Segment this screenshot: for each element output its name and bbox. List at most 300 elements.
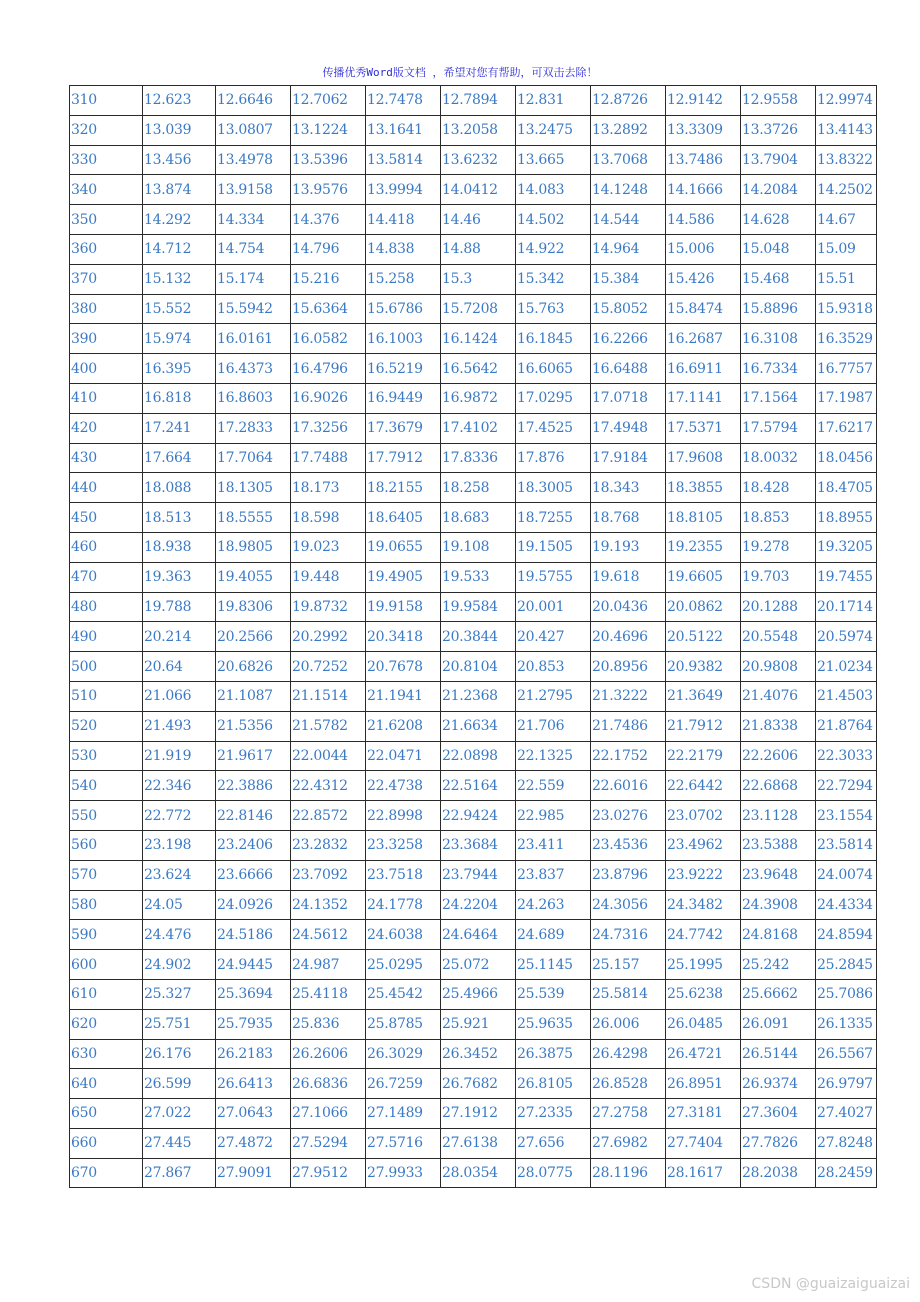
table-row: [70, 86, 877, 116]
table-cell: 28.0775: [516, 1158, 591, 1188]
table-cell: 24.476: [143, 920, 216, 950]
table-cell: 24.5186: [216, 920, 291, 950]
table-cell: 26.8105: [516, 1069, 591, 1099]
table-cell: 17.5371: [666, 413, 741, 443]
table-cell: 20.9382: [666, 652, 741, 682]
table-cell: 18.9805: [216, 532, 291, 562]
table-cell: 13.3309: [666, 115, 741, 145]
table-row: [70, 1009, 877, 1039]
table-cell: 21.1087: [216, 681, 291, 711]
table-cell: 20.64: [143, 652, 216, 682]
table-cell: 21.2368: [441, 681, 516, 711]
table-cell: 22.0044: [291, 741, 366, 771]
table-cell: 23.8796: [591, 860, 666, 890]
table-cell: 21.8764: [816, 711, 877, 741]
table-cell: 15.6786: [366, 294, 441, 324]
table-cell: 16.9449: [366, 383, 441, 413]
row-label-cell: 380: [70, 294, 143, 324]
table-cell: 20.5548: [741, 622, 816, 652]
table-cell: 24.8168: [741, 920, 816, 950]
table-row: [70, 473, 877, 503]
table-cell: 27.3604: [741, 1099, 816, 1129]
table-cell: 14.334: [216, 205, 291, 235]
table-cell: 24.263: [516, 890, 591, 920]
table-cell: 14.796: [291, 234, 366, 264]
table-row: [70, 1128, 877, 1158]
table-row: [70, 681, 877, 711]
row-label-cell: 530: [70, 741, 143, 771]
table-cell: 19.9584: [441, 592, 516, 622]
row-label-cell: 580: [70, 890, 143, 920]
table-row: [70, 264, 877, 294]
table-body: [70, 86, 877, 1188]
table-cell: 25.8785: [366, 1009, 441, 1039]
table-cell: 13.9576: [291, 175, 366, 205]
table-cell: 25.2845: [816, 950, 877, 980]
table-cell: 22.346: [143, 771, 216, 801]
table-cell: 27.9091: [216, 1158, 291, 1188]
table-cell: 25.6238: [666, 979, 741, 1009]
table-cell: 25.327: [143, 979, 216, 1009]
table-cell: 22.4738: [366, 771, 441, 801]
table-cell: 20.2992: [291, 622, 366, 652]
row-label-cell: 480: [70, 592, 143, 622]
table-cell: 22.7294: [816, 771, 877, 801]
table-cell: 24.05: [143, 890, 216, 920]
watermark: CSDN @guaizaiguaizai: [751, 1276, 910, 1292]
table-cell: 18.6405: [366, 503, 441, 533]
table-cell: 20.7252: [291, 652, 366, 682]
table-cell: 24.8594: [816, 920, 877, 950]
table-cell: 25.4966: [441, 979, 516, 1009]
table-row: [70, 503, 877, 533]
row-label-cell: 610: [70, 979, 143, 1009]
table-cell: 27.2758: [591, 1099, 666, 1129]
table-cell: 15.258: [366, 264, 441, 294]
row-label-cell: 390: [70, 324, 143, 354]
table-cell: 21.6208: [366, 711, 441, 741]
table-cell: 13.1224: [291, 115, 366, 145]
row-label-cell: 640: [70, 1069, 143, 1099]
table-cell: 25.5814: [591, 979, 666, 1009]
table-cell: 26.3452: [441, 1039, 516, 1069]
table-row: [70, 205, 877, 235]
table-cell: 25.6662: [741, 979, 816, 1009]
row-label-cell: 340: [70, 175, 143, 205]
table-cell: 21.7912: [666, 711, 741, 741]
table-cell: 19.448: [291, 562, 366, 592]
table-cell: 24.987: [291, 950, 366, 980]
row-label-cell: 570: [70, 860, 143, 890]
table-cell: 18.853: [741, 503, 816, 533]
table-cell: 16.8603: [216, 383, 291, 413]
table-cell: 22.8146: [216, 801, 291, 831]
table-cell: 14.2084: [741, 175, 816, 205]
table-cell: 21.5782: [291, 711, 366, 741]
row-label-cell: 440: [70, 473, 143, 503]
table-cell: 18.088: [143, 473, 216, 503]
table-cell: 23.9222: [666, 860, 741, 890]
table-cell: 17.3256: [291, 413, 366, 443]
table-cell: 21.919: [143, 741, 216, 771]
table-cell: 15.132: [143, 264, 216, 294]
page-header: 传播优秀Word版文档 ，希望对您有帮助，可双击去除！: [322, 66, 598, 79]
table-row: [70, 145, 877, 175]
table-cell: 25.0295: [366, 950, 441, 980]
table-cell: 19.533: [441, 562, 516, 592]
table-cell: 15.8896: [741, 294, 816, 324]
table-cell: 27.6982: [591, 1128, 666, 1158]
table-cell: 12.7062: [291, 86, 366, 116]
table-cell: 13.7486: [666, 145, 741, 175]
table-cell: 15.51: [816, 264, 877, 294]
table-cell: 24.5612: [291, 920, 366, 950]
table-cell: 25.1145: [516, 950, 591, 980]
table-cell: 13.039: [143, 115, 216, 145]
table-cell: 21.5356: [216, 711, 291, 741]
table-cell: 26.599: [143, 1069, 216, 1099]
row-label-cell: 310: [70, 86, 143, 116]
table-cell: 20.1288: [741, 592, 816, 622]
table-cell: 22.8572: [291, 801, 366, 831]
table-cell: 17.0718: [591, 383, 666, 413]
row-label-cell: 510: [70, 681, 143, 711]
table-cell: 26.091: [741, 1009, 816, 1039]
table-cell: 27.9933: [366, 1158, 441, 1188]
table-cell: 28.2459: [816, 1158, 877, 1188]
table-cell: 18.768: [591, 503, 666, 533]
table-cell: 24.3908: [741, 890, 816, 920]
row-label-cell: 470: [70, 562, 143, 592]
table-cell: 17.8336: [441, 443, 516, 473]
table-cell: 16.1845: [516, 324, 591, 354]
table-cell: 25.3694: [216, 979, 291, 1009]
table-cell: 26.0485: [666, 1009, 741, 1039]
table-cell: 13.665: [516, 145, 591, 175]
table-cell: 24.0074: [816, 860, 877, 890]
table-row: [70, 413, 877, 443]
table-cell: 21.7486: [591, 711, 666, 741]
table-cell: 25.1995: [666, 950, 741, 980]
table-cell: 21.3649: [666, 681, 741, 711]
table-row: [70, 532, 877, 562]
table-cell: 25.7086: [816, 979, 877, 1009]
table-cell: 19.618: [591, 562, 666, 592]
table-cell: 13.874: [143, 175, 216, 205]
table-cell: 16.6065: [516, 354, 591, 384]
table-cell: 15.5942: [216, 294, 291, 324]
table-cell: 19.3205: [816, 532, 877, 562]
table-row: [70, 592, 877, 622]
table-cell: 28.1617: [666, 1158, 741, 1188]
table-cell: 16.1003: [366, 324, 441, 354]
table-cell: 12.7894: [441, 86, 516, 116]
table-cell: 26.8528: [591, 1069, 666, 1099]
table-cell: 24.7742: [666, 920, 741, 950]
table-cell: 24.3482: [666, 890, 741, 920]
row-label-cell: 490: [70, 622, 143, 652]
table-cell: 20.6826: [216, 652, 291, 682]
table-cell: 18.7255: [516, 503, 591, 533]
table-cell: 15.09: [816, 234, 877, 264]
table-cell: 23.7092: [291, 860, 366, 890]
table-cell: 20.4696: [591, 622, 666, 652]
table-row: [70, 622, 877, 652]
table-cell: 15.468: [741, 264, 816, 294]
table-cell: 21.493: [143, 711, 216, 741]
table-cell: 12.8726: [591, 86, 666, 116]
table-cell: 23.4962: [666, 830, 741, 860]
table-cell: 16.5642: [441, 354, 516, 384]
table-cell: 14.964: [591, 234, 666, 264]
table-cell: 12.9974: [816, 86, 877, 116]
table-cell: 25.921: [441, 1009, 516, 1039]
table-cell: 22.0471: [366, 741, 441, 771]
table-cell: 22.2179: [666, 741, 741, 771]
table-cell: 20.0436: [591, 592, 666, 622]
row-label-cell: 400: [70, 354, 143, 384]
table-cell: 18.0032: [741, 443, 816, 473]
table-cell: 26.006: [591, 1009, 666, 1039]
table-cell: 22.4312: [291, 771, 366, 801]
table-cell: 23.6666: [216, 860, 291, 890]
table-cell: 22.5164: [441, 771, 516, 801]
table-cell: 14.1666: [666, 175, 741, 205]
table-cell: 14.628: [741, 205, 816, 235]
table-cell: 13.5396: [291, 145, 366, 175]
table-cell: 19.6605: [666, 562, 741, 592]
table-cell: 19.8306: [216, 592, 291, 622]
table-cell: 27.3181: [666, 1099, 741, 1129]
table-cell: 15.048: [741, 234, 816, 264]
table-cell: 21.0234: [816, 652, 877, 682]
table-cell: 17.7488: [291, 443, 366, 473]
table-cell: 16.0582: [291, 324, 366, 354]
table-cell: 15.7208: [441, 294, 516, 324]
table-cell: 22.0898: [441, 741, 516, 771]
table-cell: 20.2566: [216, 622, 291, 652]
table-cell: 15.552: [143, 294, 216, 324]
table-cell: 27.7404: [666, 1128, 741, 1158]
row-label-cell: 450: [70, 503, 143, 533]
table-row: [70, 950, 877, 980]
table-cell: 17.3679: [366, 413, 441, 443]
table-cell: 19.2355: [666, 532, 741, 562]
table-cell: 27.8248: [816, 1128, 877, 1158]
table-cell: 18.4705: [816, 473, 877, 503]
table-cell: 28.2038: [741, 1158, 816, 1188]
table-cell: 21.6634: [441, 711, 516, 741]
row-label-cell: 620: [70, 1009, 143, 1039]
table-cell: 17.0295: [516, 383, 591, 413]
table-cell: 18.8105: [666, 503, 741, 533]
table-cell: 23.624: [143, 860, 216, 890]
table-cell: 17.664: [143, 443, 216, 473]
table-row: [70, 234, 877, 264]
table-cell: 22.6442: [666, 771, 741, 801]
table-cell: 27.0643: [216, 1099, 291, 1129]
table-cell: 21.4503: [816, 681, 877, 711]
table-cell: 13.3726: [741, 115, 816, 145]
row-label-cell: 590: [70, 920, 143, 950]
table-cell: 16.395: [143, 354, 216, 384]
table-row: [70, 443, 877, 473]
table-cell: 23.5814: [816, 830, 877, 860]
table-cell: 25.157: [591, 950, 666, 980]
table-cell: 19.7455: [816, 562, 877, 592]
table-cell: 14.544: [591, 205, 666, 235]
table-cell: 12.6646: [216, 86, 291, 116]
row-label-cell: 410: [70, 383, 143, 413]
table-cell: 17.7064: [216, 443, 291, 473]
table-row: [70, 830, 877, 860]
table-cell: 22.2606: [741, 741, 816, 771]
table-cell: 20.0862: [666, 592, 741, 622]
table-cell: 24.0926: [216, 890, 291, 920]
table-cell: 22.6016: [591, 771, 666, 801]
table-cell: 25.751: [143, 1009, 216, 1039]
table-cell: 24.6038: [366, 920, 441, 950]
table-row: [70, 1099, 877, 1129]
table-cell: 14.88: [441, 234, 516, 264]
table-cell: 23.837: [516, 860, 591, 890]
table-cell: 17.4102: [441, 413, 516, 443]
table-cell: 25.836: [291, 1009, 366, 1039]
table-cell: 27.7826: [741, 1128, 816, 1158]
table-cell: 23.2832: [291, 830, 366, 860]
table-row: [70, 562, 877, 592]
table-row: [70, 711, 877, 741]
table-cell: 26.7259: [366, 1069, 441, 1099]
table-cell: 17.1141: [666, 383, 741, 413]
table-cell: 18.3855: [666, 473, 741, 503]
table-cell: 27.1912: [441, 1099, 516, 1129]
table-row: [70, 1158, 877, 1188]
table-cell: 13.4143: [816, 115, 877, 145]
table-cell: 26.176: [143, 1039, 216, 1069]
table-cell: 24.689: [516, 920, 591, 950]
table-cell: 16.3108: [741, 324, 816, 354]
table-cell: 17.1987: [816, 383, 877, 413]
table-cell: 22.3033: [816, 741, 877, 771]
table-cell: 24.6464: [441, 920, 516, 950]
table-cell: 16.2687: [666, 324, 741, 354]
table-cell: 27.1066: [291, 1099, 366, 1129]
table-cell: 12.9142: [666, 86, 741, 116]
table-cell: 13.1641: [366, 115, 441, 145]
table-cell: 14.0412: [441, 175, 516, 205]
table-cell: 23.1128: [741, 801, 816, 831]
table-cell: 14.2502: [816, 175, 877, 205]
table-cell: 14.712: [143, 234, 216, 264]
table-row: [70, 801, 877, 831]
table-cell: 19.108: [441, 532, 516, 562]
table-cell: 19.5755: [516, 562, 591, 592]
table-cell: 23.0276: [591, 801, 666, 831]
table-cell: 18.938: [143, 532, 216, 562]
table-cell: 14.46: [441, 205, 516, 235]
table-cell: 20.8104: [441, 652, 516, 682]
table-cell: 22.3886: [216, 771, 291, 801]
table-row: [70, 860, 877, 890]
table-cell: 19.788: [143, 592, 216, 622]
table-cell: 16.7334: [741, 354, 816, 384]
row-label-cell: 360: [70, 234, 143, 264]
table-cell: 20.1714: [816, 592, 877, 622]
table-cell: 19.8732: [291, 592, 366, 622]
table-cell: 24.902: [143, 950, 216, 980]
table-cell: 18.683: [441, 503, 516, 533]
row-label-cell: 540: [70, 771, 143, 801]
table-cell: 26.9797: [816, 1069, 877, 1099]
row-label-cell: 670: [70, 1158, 143, 1188]
table-cell: 26.6836: [291, 1069, 366, 1099]
table-cell: 15.426: [666, 264, 741, 294]
table-cell: 12.9558: [741, 86, 816, 116]
table-cell: 15.342: [516, 264, 591, 294]
table-cell: 14.922: [516, 234, 591, 264]
table-cell: 26.7682: [441, 1069, 516, 1099]
table-cell: 22.772: [143, 801, 216, 831]
table-cell: 16.2266: [591, 324, 666, 354]
row-label-cell: 660: [70, 1128, 143, 1158]
table-cell: 19.4905: [366, 562, 441, 592]
table-cell: 23.198: [143, 830, 216, 860]
table-cell: 16.4796: [291, 354, 366, 384]
table-cell: 18.8955: [816, 503, 877, 533]
table-cell: 21.1514: [291, 681, 366, 711]
table-cell: 14.67: [816, 205, 877, 235]
table-cell: 28.0354: [441, 1158, 516, 1188]
table-cell: 19.1505: [516, 532, 591, 562]
table-cell: 15.6364: [291, 294, 366, 324]
table-row: [70, 354, 877, 384]
table-cell: 16.818: [143, 383, 216, 413]
table-cell: 27.656: [516, 1128, 591, 1158]
table-cell: 17.4525: [516, 413, 591, 443]
table-cell: 14.838: [366, 234, 441, 264]
table-cell: 27.1489: [366, 1099, 441, 1129]
table-cell: 24.2204: [441, 890, 516, 920]
row-label-cell: 320: [70, 115, 143, 145]
table-cell: 22.559: [516, 771, 591, 801]
table-cell: 26.2606: [291, 1039, 366, 1069]
table-cell: 13.2475: [516, 115, 591, 145]
table-cell: 17.1564: [741, 383, 816, 413]
table-cell: 13.2058: [441, 115, 516, 145]
table-cell: 20.8956: [591, 652, 666, 682]
table-cell: 16.0161: [216, 324, 291, 354]
table-cell: 20.3418: [366, 622, 441, 652]
table-cell: 18.1305: [216, 473, 291, 503]
table-cell: 20.7678: [366, 652, 441, 682]
table-cell: 23.5388: [741, 830, 816, 860]
table-row: [70, 741, 877, 771]
table-cell: 17.241: [143, 413, 216, 443]
table-cell: 25.4542: [366, 979, 441, 1009]
table-cell: 19.4055: [216, 562, 291, 592]
table-cell: 23.1554: [816, 801, 877, 831]
table-cell: 22.1752: [591, 741, 666, 771]
table-cell: 27.2335: [516, 1099, 591, 1129]
table-cell: 24.1778: [366, 890, 441, 920]
table-cell: 17.9184: [591, 443, 666, 473]
table-cell: 15.974: [143, 324, 216, 354]
table-cell: 14.376: [291, 205, 366, 235]
table-cell: 18.5555: [216, 503, 291, 533]
table-cell: 13.7068: [591, 145, 666, 175]
table-cell: 17.6217: [816, 413, 877, 443]
